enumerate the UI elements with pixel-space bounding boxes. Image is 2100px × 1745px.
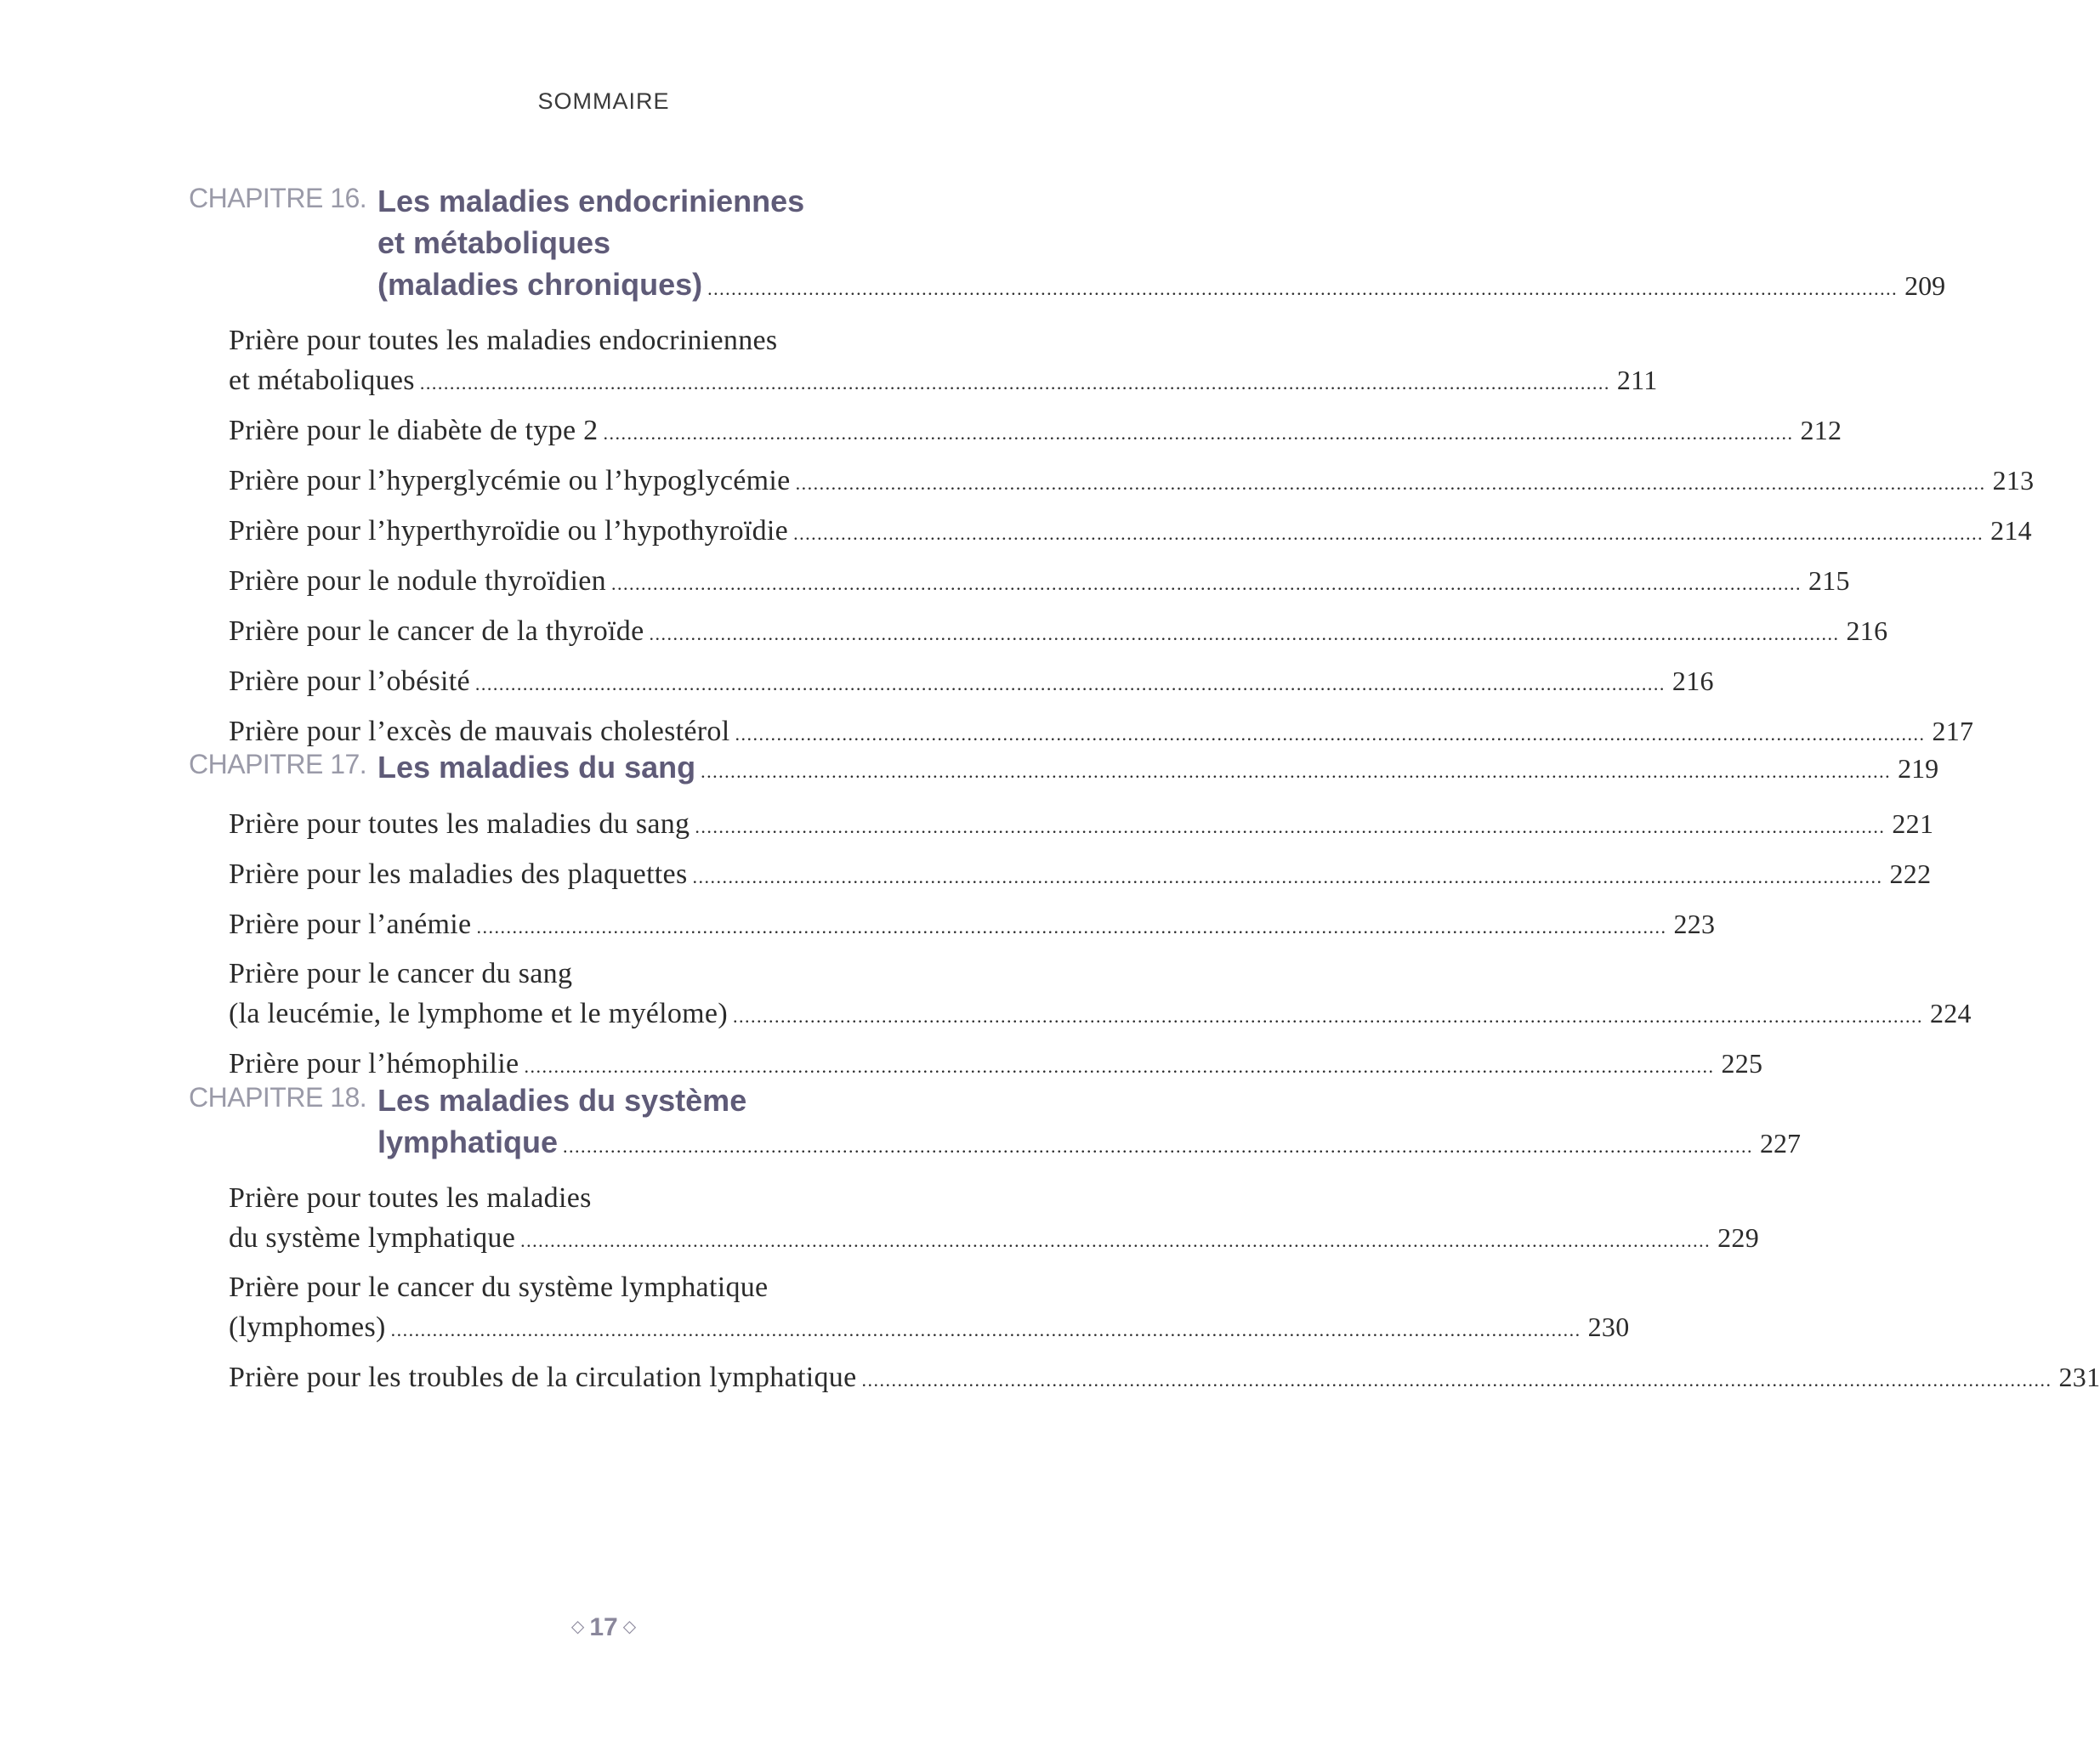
toc-entry[interactable] [229,1357,2100,1400]
diamond-ornament-icon: ◇ [570,1618,585,1636]
chapter-title-line: Les maladies du sang [377,750,696,785]
dot-leader: ........................................................................................................................................................................................................ [603,422,1794,444]
page-number-ref: 212 [1800,415,1842,445]
entry-list [229,1179,2100,1400]
chapter-heading [189,746,1939,792]
entry-text-line: Prière pour le nodule thyroïdien [229,565,606,597]
page-number-ref: 230 [1587,1312,1630,1342]
dot-leader: ........................................................................................................................................................................................................ [793,523,1984,544]
dot-leader: ........................................................................................................................................................................................................ [732,1006,1923,1027]
leader-line [229,611,1888,654]
entry-text-line: Prière pour l’hémophilie [229,1048,519,1079]
entry-text-line: Prière pour toutes les maladies du sang [229,808,690,840]
toc-entry[interactable] [229,321,1658,403]
dot-leader: ........................................................................................................................................................................................................ [861,1369,2052,1391]
leader-line [229,1357,2100,1400]
page-number-ref: 216 [1671,666,1714,696]
chapter-block [189,746,1972,1094]
page-number-ref: 213 [1992,465,2035,496]
page-number-ref: 217 [1932,716,1974,746]
dot-leader: ........................................................................................................................................................................................................ [701,761,1892,782]
leader-line [229,411,1842,453]
entry-text-line: Prière pour le cancer de la thyroïde [229,615,644,647]
chapter-title-line: Les maladies endocriniennes [377,184,805,218]
dot-leader: ........................................................................................................................................................................................................ [563,1136,1754,1157]
toc-entry[interactable] [229,854,1932,897]
leader-line [229,561,1850,603]
entry-text-line: du système lymphatique [229,1222,516,1254]
chapter-label: CHAPITRE 16. [189,183,367,213]
entry-text-line: (lymphomes) [229,1312,386,1343]
chapter-label: CHAPITRE 17. [189,749,367,779]
leader-line [229,360,1658,403]
dot-leader: ........................................................................................................................................................................................................ [520,1230,1711,1251]
page-number-ref: 214 [1990,515,2032,546]
chapter-block [189,1079,2100,1408]
leader-line [377,263,1946,309]
entry-list [229,321,2035,754]
entry-text-line: Prière pour les maladies des plaquettes [229,858,688,890]
toc-entry[interactable] [229,411,1842,453]
chapter-title [377,1079,1802,1167]
toc-entry[interactable] [229,561,1850,603]
dot-leader: ........................................................................................................................................................................................................ [795,473,1986,494]
chapter-title-line: lymphatique [377,1125,559,1159]
chapter-heading [189,180,1946,309]
page-number-ref: 219 [1898,753,1939,784]
dot-leader: ........................................................................................................................................................................................................ [419,372,1610,394]
dot-leader: ........................................................................................................................................................................................................ [649,623,1840,644]
running-head: SOMMAIRE [537,88,670,114]
dot-leader: ........................................................................................................................................................................................................ [695,816,1886,837]
dot-leader: ........................................................................................................................................................................................................ [610,573,1802,594]
diamond-ornament-icon: ◇ [622,1618,637,1636]
leader-line [229,854,1932,897]
leader-line [377,1121,1802,1167]
leader-line [229,661,1714,704]
page-number-ref: 225 [1721,1048,1763,1079]
dot-leader: ........................................................................................................................................................................................................ [390,1319,1581,1340]
entry-text-line: Prière pour l’hyperthyroïdie ou l’hypothyroïdie [229,515,789,547]
page-number-ref: 231 [2058,1362,2100,1392]
toc-entry[interactable] [229,1268,1630,1350]
chapter-title-line: et métaboliques [377,225,611,260]
folio-number: 17 [589,1613,618,1641]
dot-leader: ........................................................................................................................................................................................................ [524,1056,1715,1077]
page-number [0,1613,1207,1642]
entry-list [229,804,1972,1086]
entry-text-line: Prière pour l’obésité [229,666,470,697]
dot-leader: ........................................................................................................................................................................................................ [474,673,1666,694]
dot-leader: ........................................................................................................................................................................................................ [735,723,1926,745]
page-number-ref: 211 [1616,365,1658,395]
leader-line [229,1218,1760,1261]
leader-line [229,904,1716,947]
entry-text-line: et métaboliques [229,365,415,396]
entry-text-line: (la leucémie, le lymphome et le myélome) [229,998,728,1029]
chapter-block [189,180,2035,762]
chapter-title [377,180,1946,309]
leader-line [229,804,1934,847]
leader-line [229,511,2032,553]
entry-text-line: Prière pour toutes les maladies endocriniennes [229,325,778,356]
chapter-title-line: (maladies chroniques) [377,267,703,302]
entry-text-line: Prière pour l’hyperglycémie ou l’hypoglycémie [229,465,791,496]
leader-line [229,1307,1630,1350]
chapter-title-line: Les maladies du système [377,1083,747,1118]
dot-leader: ........................................................................................................................................................................................................ [707,278,1899,299]
entry-text-line: Prière pour le cancer du système lymphatique [229,1272,769,1303]
page-number-ref: 215 [1808,565,1850,596]
leader-line [377,746,1939,792]
entry-text-line: Prière pour l’anémie [229,909,472,940]
dot-leader: ........................................................................................................................................................................................................ [692,866,1883,887]
page-number-ref: 216 [1846,615,1888,646]
dot-leader: ........................................................................................................................................................................................................ [476,916,1667,938]
entry-text-line: Prière pour les troubles de la circulation lymphatique [229,1362,857,1393]
page-number-ref: 223 [1673,909,1716,939]
toc-entry[interactable] [229,611,1888,654]
toc-entry[interactable] [229,511,2032,553]
chapter-title [377,746,1939,792]
page-number-ref: 229 [1717,1222,1760,1253]
page-number-ref: 209 [1904,270,1946,301]
toc-entry[interactable] [229,955,1972,1036]
page-number-ref: 221 [1892,808,1934,839]
toc-entry[interactable] [229,904,1716,947]
leader-line [229,994,1972,1036]
entry-text-line: Prière pour toutes les maladies [229,1182,592,1214]
toc-entry[interactable] [229,461,2035,503]
toc-entry[interactable] [229,1179,1760,1261]
entry-text-line: Prière pour l’excès de mauvais cholestérol [229,716,730,747]
entry-text-line: Prière pour le cancer du sang [229,958,573,989]
leader-line [229,461,2035,503]
page-number-ref: 227 [1760,1128,1802,1159]
page-number-ref: 222 [1889,858,1932,889]
chapter-label: CHAPITRE 18. [189,1082,367,1113]
toc-entry[interactable] [229,661,1714,704]
page-number-ref: 224 [1929,998,1972,1028]
toc-entry[interactable] [229,804,1934,847]
chapter-heading [189,1079,1802,1167]
entry-text-line: Prière pour le diabète de type 2 [229,415,599,446]
